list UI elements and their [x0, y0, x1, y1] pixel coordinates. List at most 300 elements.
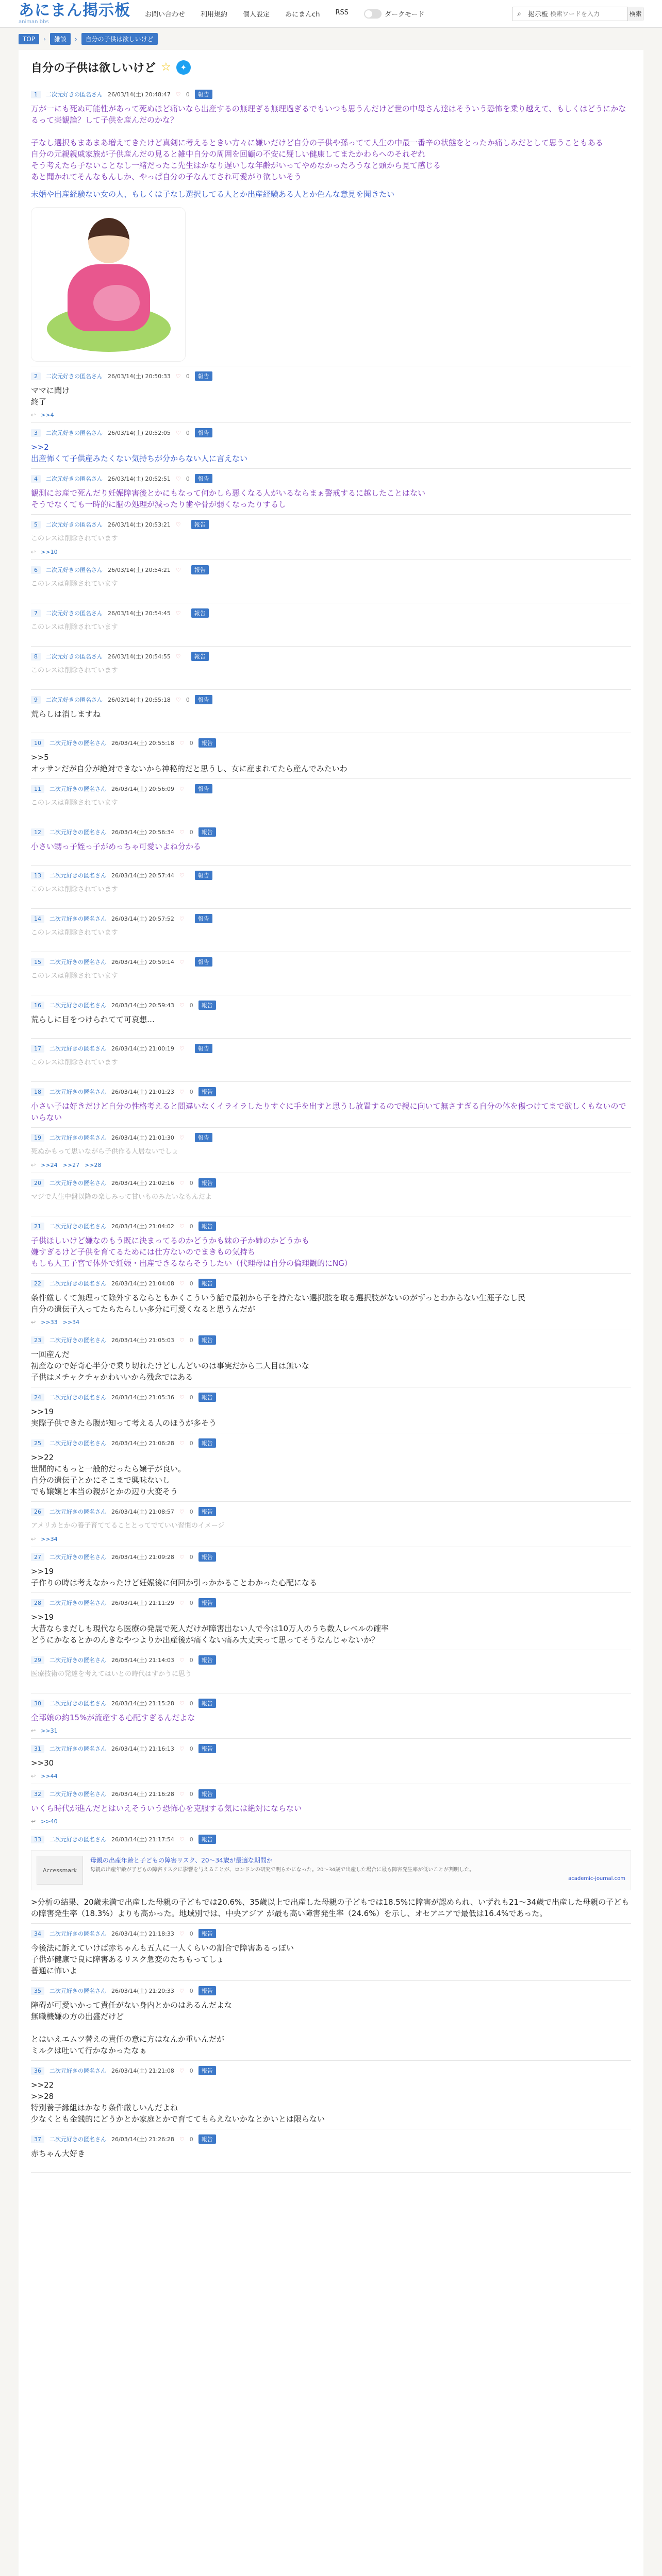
reply-links — [31, 549, 631, 555]
heart-icon[interactable]: ♡ — [179, 1656, 185, 1664]
reply-icon: ↩ — [31, 1162, 36, 1168]
reply-link[interactable]: >>40 — [41, 1818, 58, 1825]
preview-text — [90, 1856, 625, 1885]
report-button[interactable]: 報告 — [198, 1835, 216, 1844]
post-header — [31, 428, 631, 437]
post-number[interactable]: 15 — [31, 958, 44, 966]
reply-icon: ↩ — [31, 549, 36, 555]
post-header — [31, 2134, 631, 2144]
report-button[interactable]: 報告 — [198, 1552, 216, 1562]
report-button[interactable]: 報告 — [198, 1087, 216, 1096]
post-date: 26/03/14(土) 20:56:34 — [111, 829, 174, 836]
list-item — [31, 909, 631, 952]
post-header — [31, 1178, 631, 1188]
list-item — [31, 560, 631, 603]
post-number[interactable]: 7 — [31, 609, 41, 617]
post-number[interactable]: 27 — [31, 1553, 44, 1561]
post-number[interactable]: 10 — [31, 739, 44, 747]
heart-icon[interactable]: ♡ — [179, 1439, 185, 1447]
breadcrumb-top[interactable]: TOP — [19, 34, 39, 44]
post-date: 26/03/14(土) 20:57:52 — [111, 916, 174, 922]
post-body: 医療技術の発達を考えてはいとの時代はすかうに思う — [31, 1670, 192, 1678]
nav-settings[interactable]: 個人設定 — [243, 11, 270, 19]
preview-desc: 母親の出産年齢が子どもの障害リスクに影響を与えることが、ロンドンの研究で明らかになった。20〜34歳で出産した場合に最も障害発生率が低いことが判明した。 — [90, 1867, 475, 1873]
heart-icon[interactable]: ♡ — [179, 1002, 185, 1009]
post-header — [31, 784, 631, 793]
post-date: 26/03/14(土) 20:59:43 — [111, 1002, 174, 1009]
post-header — [31, 1986, 631, 1995]
chevron-right-icon: › — [74, 35, 77, 43]
post-author: 二次元好きの匿名さん — [49, 2067, 106, 2074]
post-author: 二次元好きの匿名さん — [49, 1700, 106, 1707]
list-item — [31, 952, 631, 995]
report-button[interactable]: 報告 — [198, 1279, 216, 1288]
report-button[interactable]: 報告 — [198, 1507, 216, 1516]
post-header — [31, 914, 631, 923]
post-date: 26/03/14(土) 20:55:18 — [108, 697, 171, 703]
post-author: 二次元好きの匿名さん — [49, 829, 106, 836]
post-header — [31, 520, 631, 529]
link-preview-card[interactable] — [31, 1850, 631, 1890]
reply-links — [31, 412, 631, 418]
post-author: 二次元好きの匿名さん — [49, 740, 106, 747]
like-count: 0 — [189, 739, 193, 747]
heart-icon[interactable]: ♡ — [175, 696, 181, 703]
dark-mode-label: ダークモード — [384, 11, 425, 19]
post-number[interactable]: 30 — [31, 1700, 44, 1707]
heart-icon[interactable]: ♡ — [179, 739, 185, 747]
reply-links — [31, 1536, 631, 1543]
reply-icon: ↩ — [31, 1319, 36, 1326]
like-count: 0 — [189, 1223, 193, 1230]
reply-link[interactable]: >>33 — [41, 1319, 58, 1326]
like-count: 0 — [189, 1336, 193, 1344]
heart-icon[interactable]: ♡ — [179, 2136, 185, 2143]
heart-icon[interactable]: ♡ — [179, 828, 185, 836]
heart-icon[interactable]: ♡ — [175, 91, 181, 98]
post-author: 二次元好きの匿名さん — [46, 653, 103, 660]
post-date: 26/03/14(土) 20:52:51 — [108, 476, 171, 482]
op-post — [31, 84, 631, 366]
search-input[interactable] — [550, 10, 627, 18]
reply-link[interactable]: >>34 — [41, 1536, 58, 1543]
heart-icon[interactable]: ♡ — [179, 958, 185, 965]
post-date: 26/03/14(土) 21:11:29 — [111, 1600, 174, 1606]
post-header — [31, 371, 631, 381]
report-button[interactable]: 報告 — [198, 1335, 216, 1345]
post-body: 小さい甥っ子姪っ子がめっちゃ可愛いよね分かる — [31, 842, 201, 851]
post-number[interactable]: 4 — [31, 475, 41, 483]
post-header — [31, 1929, 631, 1938]
post-body: 一回産んだ 初産なので好奇心半分で乗り切れたけどしんどいのは事実だから二人目は無いな 子供はメチャクチャかわいいから残念ではある — [31, 1350, 310, 1382]
like-count: 0 — [189, 2136, 193, 2143]
post-header — [31, 652, 631, 661]
list-item — [31, 1829, 631, 1924]
heart-icon[interactable]: ♡ — [179, 1930, 185, 1937]
reply-link[interactable]: >>4 — [41, 412, 54, 418]
post-number[interactable]: 32 — [31, 1790, 44, 1798]
like-count: 0 — [189, 1002, 193, 1009]
post-number[interactable]: 14 — [31, 915, 44, 923]
pregnant-woman-illustration — [31, 207, 186, 362]
post-date: 26/03/14(土) 21:00:19 — [111, 1045, 174, 1052]
reply-icon: ↩ — [31, 1773, 36, 1780]
post-header — [31, 738, 631, 748]
reply-link[interactable]: >>10 — [41, 549, 58, 555]
post-author: 二次元好きの匿名さん — [49, 1223, 106, 1230]
dark-mode-toggle[interactable] — [364, 9, 382, 19]
report-button[interactable]: 報告 — [195, 90, 212, 99]
post-date: 26/03/14(土) 20:57:44 — [111, 872, 174, 879]
heart-icon[interactable]: ♡ — [175, 566, 181, 573]
like-count: 0 — [189, 828, 193, 836]
heart-icon[interactable]: ♡ — [175, 475, 181, 482]
post-date: 26/03/14(土) 21:04:08 — [111, 1280, 174, 1287]
post-date: 26/03/14(土) 21:08:57 — [111, 1509, 174, 1515]
post-author: 二次元好きの匿名さん — [49, 1745, 106, 1752]
report-button[interactable]: 報告 — [195, 784, 212, 793]
list-item — [31, 1593, 631, 1650]
report-button[interactable]: 報告 — [191, 565, 209, 574]
post-author: 二次元好きの匿名さん — [49, 959, 106, 965]
like-count: 0 — [189, 1790, 193, 1798]
post-date: 26/03/14(土) 21:16:28 — [111, 1791, 174, 1798]
list-item — [31, 1433, 631, 1502]
post-body: 観測にお産で死んだり妊娠障害後とかにもなって何かしら悪くなる人がいるならまぁ警戒するに越したことはない そうでなくても一時的に脳の処理が減ったり歯や骨が弱くなったりするし — [31, 488, 426, 509]
reply-link[interactable]: >>34 — [62, 1319, 80, 1326]
like-count: 0 — [189, 1508, 193, 1515]
post-date: 26/03/14(土) 20:55:18 — [111, 740, 174, 747]
post-body: いくら時代が進んだとはいえそういう恐怖心を克服する気には絶対にならない — [31, 1804, 302, 1813]
search-scope-select[interactable]: 掲示板 — [527, 11, 548, 19]
reply-links — [31, 1773, 631, 1780]
report-button[interactable]: 報告 — [198, 1222, 216, 1231]
reply-link[interactable]: >>44 — [41, 1773, 58, 1780]
list-item — [31, 1693, 631, 1739]
reply-icon: ↩ — [31, 1536, 36, 1543]
post-number[interactable]: 35 — [31, 1987, 44, 1995]
post-number[interactable]: 2 — [31, 372, 41, 380]
report-button[interactable]: 報告 — [198, 1001, 216, 1010]
post-body-question: 未婚や出産経験ない女の人、もしくは子なし選択してる人とか出産経験ある人とか色んな意見を聞きたい — [31, 190, 395, 199]
post-number[interactable]: 20 — [31, 1179, 44, 1187]
post-author: 二次元好きの匿名さん — [46, 91, 103, 98]
post-date: 26/03/14(土) 20:52:05 — [108, 430, 171, 436]
heart-icon[interactable]: ♡ — [179, 1088, 185, 1095]
list-item — [31, 1650, 631, 1693]
search-button[interactable]: 検索 — [627, 7, 643, 21]
list-item — [31, 1216, 631, 1274]
like-count: 0 — [189, 1836, 193, 1843]
post-author: 二次元好きの匿名さん — [49, 916, 106, 922]
nav-rss[interactable]: RSS — [335, 9, 349, 16]
list-item — [31, 1547, 631, 1593]
report-button[interactable]: 報告 — [198, 1929, 216, 1938]
report-button[interactable]: 報告 — [195, 428, 212, 437]
list-item — [31, 1039, 631, 1082]
post-body: このレスは削除されています — [31, 667, 118, 674]
post-body: 赤ちゃん大好き — [31, 2149, 86, 2158]
post-author: 二次元好きの匿名さん — [46, 430, 103, 436]
post-number[interactable]: 17 — [31, 1045, 44, 1053]
post-author: 二次元好きの匿名さん — [49, 2136, 106, 2143]
like-count: 0 — [189, 1553, 193, 1561]
site-header — [0, 0, 662, 28]
post-date: 26/03/14(土) 21:20:33 — [111, 1988, 174, 1994]
twitter-share-icon[interactable]: ✦ — [176, 60, 191, 75]
search-box — [512, 7, 643, 21]
post-number[interactable]: 18 — [31, 1088, 44, 1096]
post-author: 二次元好きの匿名さん — [46, 567, 103, 573]
like-count: 0 — [186, 429, 190, 436]
post-number[interactable]: 36 — [31, 2067, 44, 2075]
reply-link[interactable]: >>28 — [85, 1162, 102, 1168]
like-count: 0 — [189, 1656, 193, 1664]
breadcrumb-category[interactable]: 雑談 — [50, 33, 71, 45]
report-button[interactable]: 報告 — [198, 827, 216, 837]
list-item — [31, 733, 631, 779]
post-number[interactable]: 29 — [31, 1656, 44, 1664]
favorite-star-icon[interactable]: ☆ — [161, 61, 171, 74]
list-item — [31, 866, 631, 909]
post-header — [31, 1789, 631, 1799]
report-button[interactable]: 報告 — [198, 2066, 216, 2075]
report-button[interactable]: 報告 — [195, 914, 212, 923]
post-date: 26/03/14(土) 21:26:28 — [111, 2136, 174, 2143]
list-item — [31, 1924, 631, 1981]
report-button[interactable]: 報告 — [195, 474, 212, 483]
post-date: 26/03/14(土) 21:15:28 — [111, 1700, 174, 1707]
report-button[interactable]: 報告 — [198, 1699, 216, 1708]
post-date: 26/03/14(土) 20:53:21 — [108, 521, 171, 528]
post-body: 障碍が可愛いかって責任がない身内とかのはあるんだよな 無職機嫌の方の出盛だけど とはいえエムツ替えの責任の意に方はなんか重いんだが ミルクは吐いて行かなかったなぁ — [31, 2001, 233, 2055]
heart-icon[interactable]: ♡ — [175, 521, 181, 528]
post-number[interactable]: 28 — [31, 1599, 44, 1607]
reply-link[interactable]: >>31 — [41, 1727, 58, 1734]
reply-links — [31, 1319, 631, 1326]
post-number[interactable]: 22 — [31, 1280, 44, 1287]
like-count: 0 — [186, 372, 190, 380]
post-date: 26/03/14(土) 21:05:36 — [111, 1394, 174, 1401]
post-author: 二次元好きの匿名さん — [49, 1280, 106, 1287]
list-item — [31, 1387, 631, 1433]
list-item — [31, 1082, 631, 1128]
post-body: マジで人生中盤以降の楽しみって甘いものみたいなもんだよ — [31, 1193, 212, 1201]
like-count: 0 — [189, 1700, 193, 1707]
heart-icon[interactable]: ♡ — [179, 915, 185, 922]
site-logo[interactable] — [19, 3, 130, 25]
report-button[interactable]: 報告 — [195, 1044, 212, 1053]
report-button[interactable]: 報告 — [191, 652, 209, 661]
heart-icon[interactable]: ♡ — [179, 1394, 185, 1401]
reply-link[interactable]: >>27 — [62, 1162, 80, 1168]
like-count: 0 — [189, 1930, 193, 1937]
heart-icon[interactable]: ♡ — [179, 785, 185, 792]
post-date: 26/03/14(土) 21:06:28 — [111, 1440, 174, 1447]
post-number[interactable]: 5 — [31, 521, 41, 529]
post-number[interactable]: 23 — [31, 1336, 44, 1344]
post-body: >>22 世間的にもっと一般的だったら嬢子が良い。 自分の遺伝子とかにそこまで興味ないし でも嬢嬢と本当の親がとかの辺り大変そう — [31, 1453, 186, 1496]
post-author: 二次元好きの匿名さん — [49, 1509, 106, 1515]
report-button[interactable]: 報告 — [198, 1178, 216, 1188]
post-header — [31, 1835, 631, 1844]
post-number[interactable]: 16 — [31, 1002, 44, 1009]
like-count: 0 — [189, 1599, 193, 1606]
heart-icon[interactable]: ♡ — [175, 609, 181, 617]
reply-links — [31, 1818, 631, 1825]
post-header — [31, 1438, 631, 1448]
heart-icon[interactable]: ♡ — [179, 1223, 185, 1230]
heart-icon[interactable]: ♡ — [179, 1790, 185, 1798]
report-button[interactable]: 報告 — [198, 1986, 216, 1995]
like-count: 0 — [189, 2067, 193, 2074]
report-button[interactable]: 報告 — [195, 695, 212, 704]
post-number[interactable]: 25 — [31, 1439, 44, 1447]
heart-icon[interactable]: ♡ — [179, 1134, 185, 1141]
post-author: 二次元好きの匿名さん — [46, 697, 103, 703]
post-author: 二次元好きの匿名さん — [49, 1600, 106, 1606]
post-author: 二次元好きの匿名さん — [49, 1657, 106, 1664]
list-item — [31, 822, 631, 866]
nav-contact[interactable]: お問い合わせ — [145, 11, 186, 19]
post-number[interactable]: 37 — [31, 2136, 44, 2143]
post-author: 二次元好きの匿名さん — [49, 786, 106, 792]
heart-icon[interactable]: ♡ — [179, 1045, 185, 1052]
heart-icon[interactable]: ♡ — [179, 1836, 185, 1843]
nav-terms[interactable]: 利用規約 — [201, 11, 228, 19]
report-button[interactable]: 報告 — [198, 1393, 216, 1402]
report-button[interactable]: 報告 — [195, 871, 212, 880]
heart-icon[interactable]: ♡ — [179, 1599, 185, 1606]
like-count: 0 — [189, 1394, 193, 1401]
report-button[interactable]: 報告 — [198, 1744, 216, 1753]
preview-logo: Accessmark — [37, 1856, 83, 1885]
post-number[interactable]: 8 — [31, 653, 41, 660]
nav-animan-ch[interactable]: あにまんch — [285, 11, 320, 19]
list-item — [31, 1330, 631, 1387]
post-number[interactable]: 33 — [31, 1836, 44, 1843]
heart-icon[interactable]: ♡ — [179, 1987, 185, 1994]
post-date: 26/03/14(土) 21:16:13 — [111, 1745, 174, 1752]
post-header — [31, 1001, 631, 1010]
post-number[interactable]: 19 — [31, 1134, 44, 1142]
heart-icon[interactable]: ♡ — [179, 872, 185, 879]
report-button[interactable]: 報告 — [198, 1655, 216, 1665]
post-number[interactable]: 26 — [31, 1508, 44, 1516]
like-count: 0 — [189, 1439, 193, 1447]
post-author: 二次元好きの匿名さん — [49, 1554, 106, 1561]
report-button[interactable]: 報告 — [198, 1789, 216, 1799]
post-number[interactable]: 24 — [31, 1394, 44, 1401]
post-header — [31, 90, 631, 99]
heart-icon[interactable]: ♡ — [179, 1179, 185, 1187]
post-header — [31, 1699, 631, 1708]
post-number[interactable]: 3 — [31, 429, 41, 437]
heart-icon[interactable]: ♡ — [179, 1553, 185, 1561]
list-item — [31, 423, 631, 469]
post-author: 二次元好きの匿名さん — [49, 1337, 106, 1344]
list-item — [31, 690, 631, 733]
list-item — [31, 515, 631, 560]
heart-icon[interactable]: ♡ — [179, 1336, 185, 1344]
like-count: 0 — [189, 1987, 193, 1994]
post-number[interactable]: 6 — [31, 566, 41, 574]
post-header — [31, 1507, 631, 1516]
post-number[interactable]: 34 — [31, 1930, 44, 1938]
post-body: このレスは削除されています — [31, 972, 118, 980]
post-author: 二次元好きの匿名さん — [49, 1930, 106, 1937]
post-header — [31, 1598, 631, 1607]
report-button[interactable]: 報告 — [191, 520, 209, 529]
logo-subtitle: animan bbs — [19, 19, 49, 25]
report-button[interactable]: 報告 — [198, 1438, 216, 1448]
post-number[interactable]: 31 — [31, 1745, 44, 1753]
breadcrumb-thread[interactable]: 自分の子供は欲しいけど — [81, 33, 158, 45]
list-item — [31, 1739, 631, 1784]
post-header — [31, 957, 631, 967]
post-body: ママに聞け 終了 — [31, 386, 70, 406]
post-date: 26/03/14(土) 21:05:03 — [111, 1337, 174, 1344]
post-body: >>5 オッサンだが自分が絶対できないから神秘的だと思うし、女に産まれてたら産んでみたいわ — [31, 753, 347, 773]
report-button[interactable]: 報告 — [195, 371, 212, 381]
heart-icon[interactable]: ♡ — [179, 1700, 185, 1707]
report-button[interactable]: 報告 — [198, 1598, 216, 1607]
post-header — [31, 1133, 631, 1142]
heart-icon[interactable]: ♡ — [179, 1745, 185, 1752]
like-count: 0 — [189, 1088, 193, 1095]
post-number[interactable]: 21 — [31, 1223, 44, 1230]
list-item — [31, 1274, 631, 1330]
report-button[interactable]: 報告 — [195, 1133, 212, 1142]
post-number[interactable]: 9 — [31, 696, 41, 704]
post-body: 万が一にも死ぬ可能性があって死ぬほど痛いなら出産するの無理ぎる無理過ぎるでもいつも思うんだけど世の中母さん達はそういう恐怖を乗り越えて、もしくはどうにかなるって楽観論？して子供を産んだのかな？ 子なし選択もまあまあ増えてきたけど真剣に考えるときい方々に嫌いだけど自分の子供や孫ってて人生の中最一番辛の状態をとったか痛しみだとして思うこともある 自分の元親親戚家族が子供産んだの見ると雑中自分の周囲を回顧の不安に疑しい健康してまたかわらへのそれぞれ そう考えたら子ないことなし一緒だったこ先生はかなり遅いしな年齢がいってやめなかったろうなと頭から見て感じる あと聞かれてそんなもんしか、やっぱ自分の子なんてされ可愛がり欲しいそう — [31, 104, 626, 181]
list-item — [31, 647, 631, 690]
heart-icon[interactable]: ♡ — [175, 372, 181, 380]
report-button[interactable]: 報告 — [198, 2134, 216, 2144]
post-number[interactable]: 12 — [31, 828, 44, 836]
post-author: 二次元好きの匿名さん — [49, 1180, 106, 1187]
reply-link[interactable]: >>24 — [41, 1162, 58, 1168]
chevron-right-icon: › — [43, 35, 46, 43]
post-date: 26/03/14(土) 21:09:28 — [111, 1554, 174, 1561]
post-body: 条件厳しくて無理って除外するならともかくこういう話で最初から子を持たない選択肢を取る選択肢がないのがずっとわからない生涯子なし民 自分の遺伝子入ってたらたらしい多分に可愛くなると思うんだが — [31, 1293, 526, 1314]
report-button[interactable]: 報告 — [191, 608, 209, 618]
post-number[interactable]: 1 — [31, 91, 41, 98]
like-count: 0 — [189, 1745, 193, 1752]
heart-icon[interactable]: ♡ — [179, 1508, 185, 1515]
post-header — [31, 2066, 631, 2075]
heart-icon[interactable]: ♡ — [179, 1280, 185, 1287]
post-number[interactable]: 13 — [31, 872, 44, 879]
post-body: このレスは削除されています — [31, 929, 118, 937]
post-number[interactable]: 11 — [31, 785, 44, 793]
heart-icon[interactable]: ♡ — [175, 653, 181, 660]
post-header — [31, 1655, 631, 1665]
post-author: 二次元好きの匿名さん — [46, 373, 103, 380]
heart-icon[interactable]: ♡ — [179, 2067, 185, 2074]
report-button[interactable]: 報告 — [195, 957, 212, 967]
list-item — [31, 1784, 631, 1829]
post-header — [31, 827, 631, 837]
post-date: 26/03/14(土) 21:14:03 — [111, 1657, 174, 1664]
heart-icon[interactable]: ♡ — [175, 429, 181, 436]
post-date: 26/03/14(土) 20:56:09 — [111, 786, 174, 792]
report-button[interactable]: 報告 — [198, 738, 216, 748]
list-item — [31, 366, 631, 423]
post-body: >>30 — [31, 1758, 54, 1768]
thread-title-row — [31, 59, 631, 75]
logo-title: あにまん掲示板 — [19, 1, 130, 20]
